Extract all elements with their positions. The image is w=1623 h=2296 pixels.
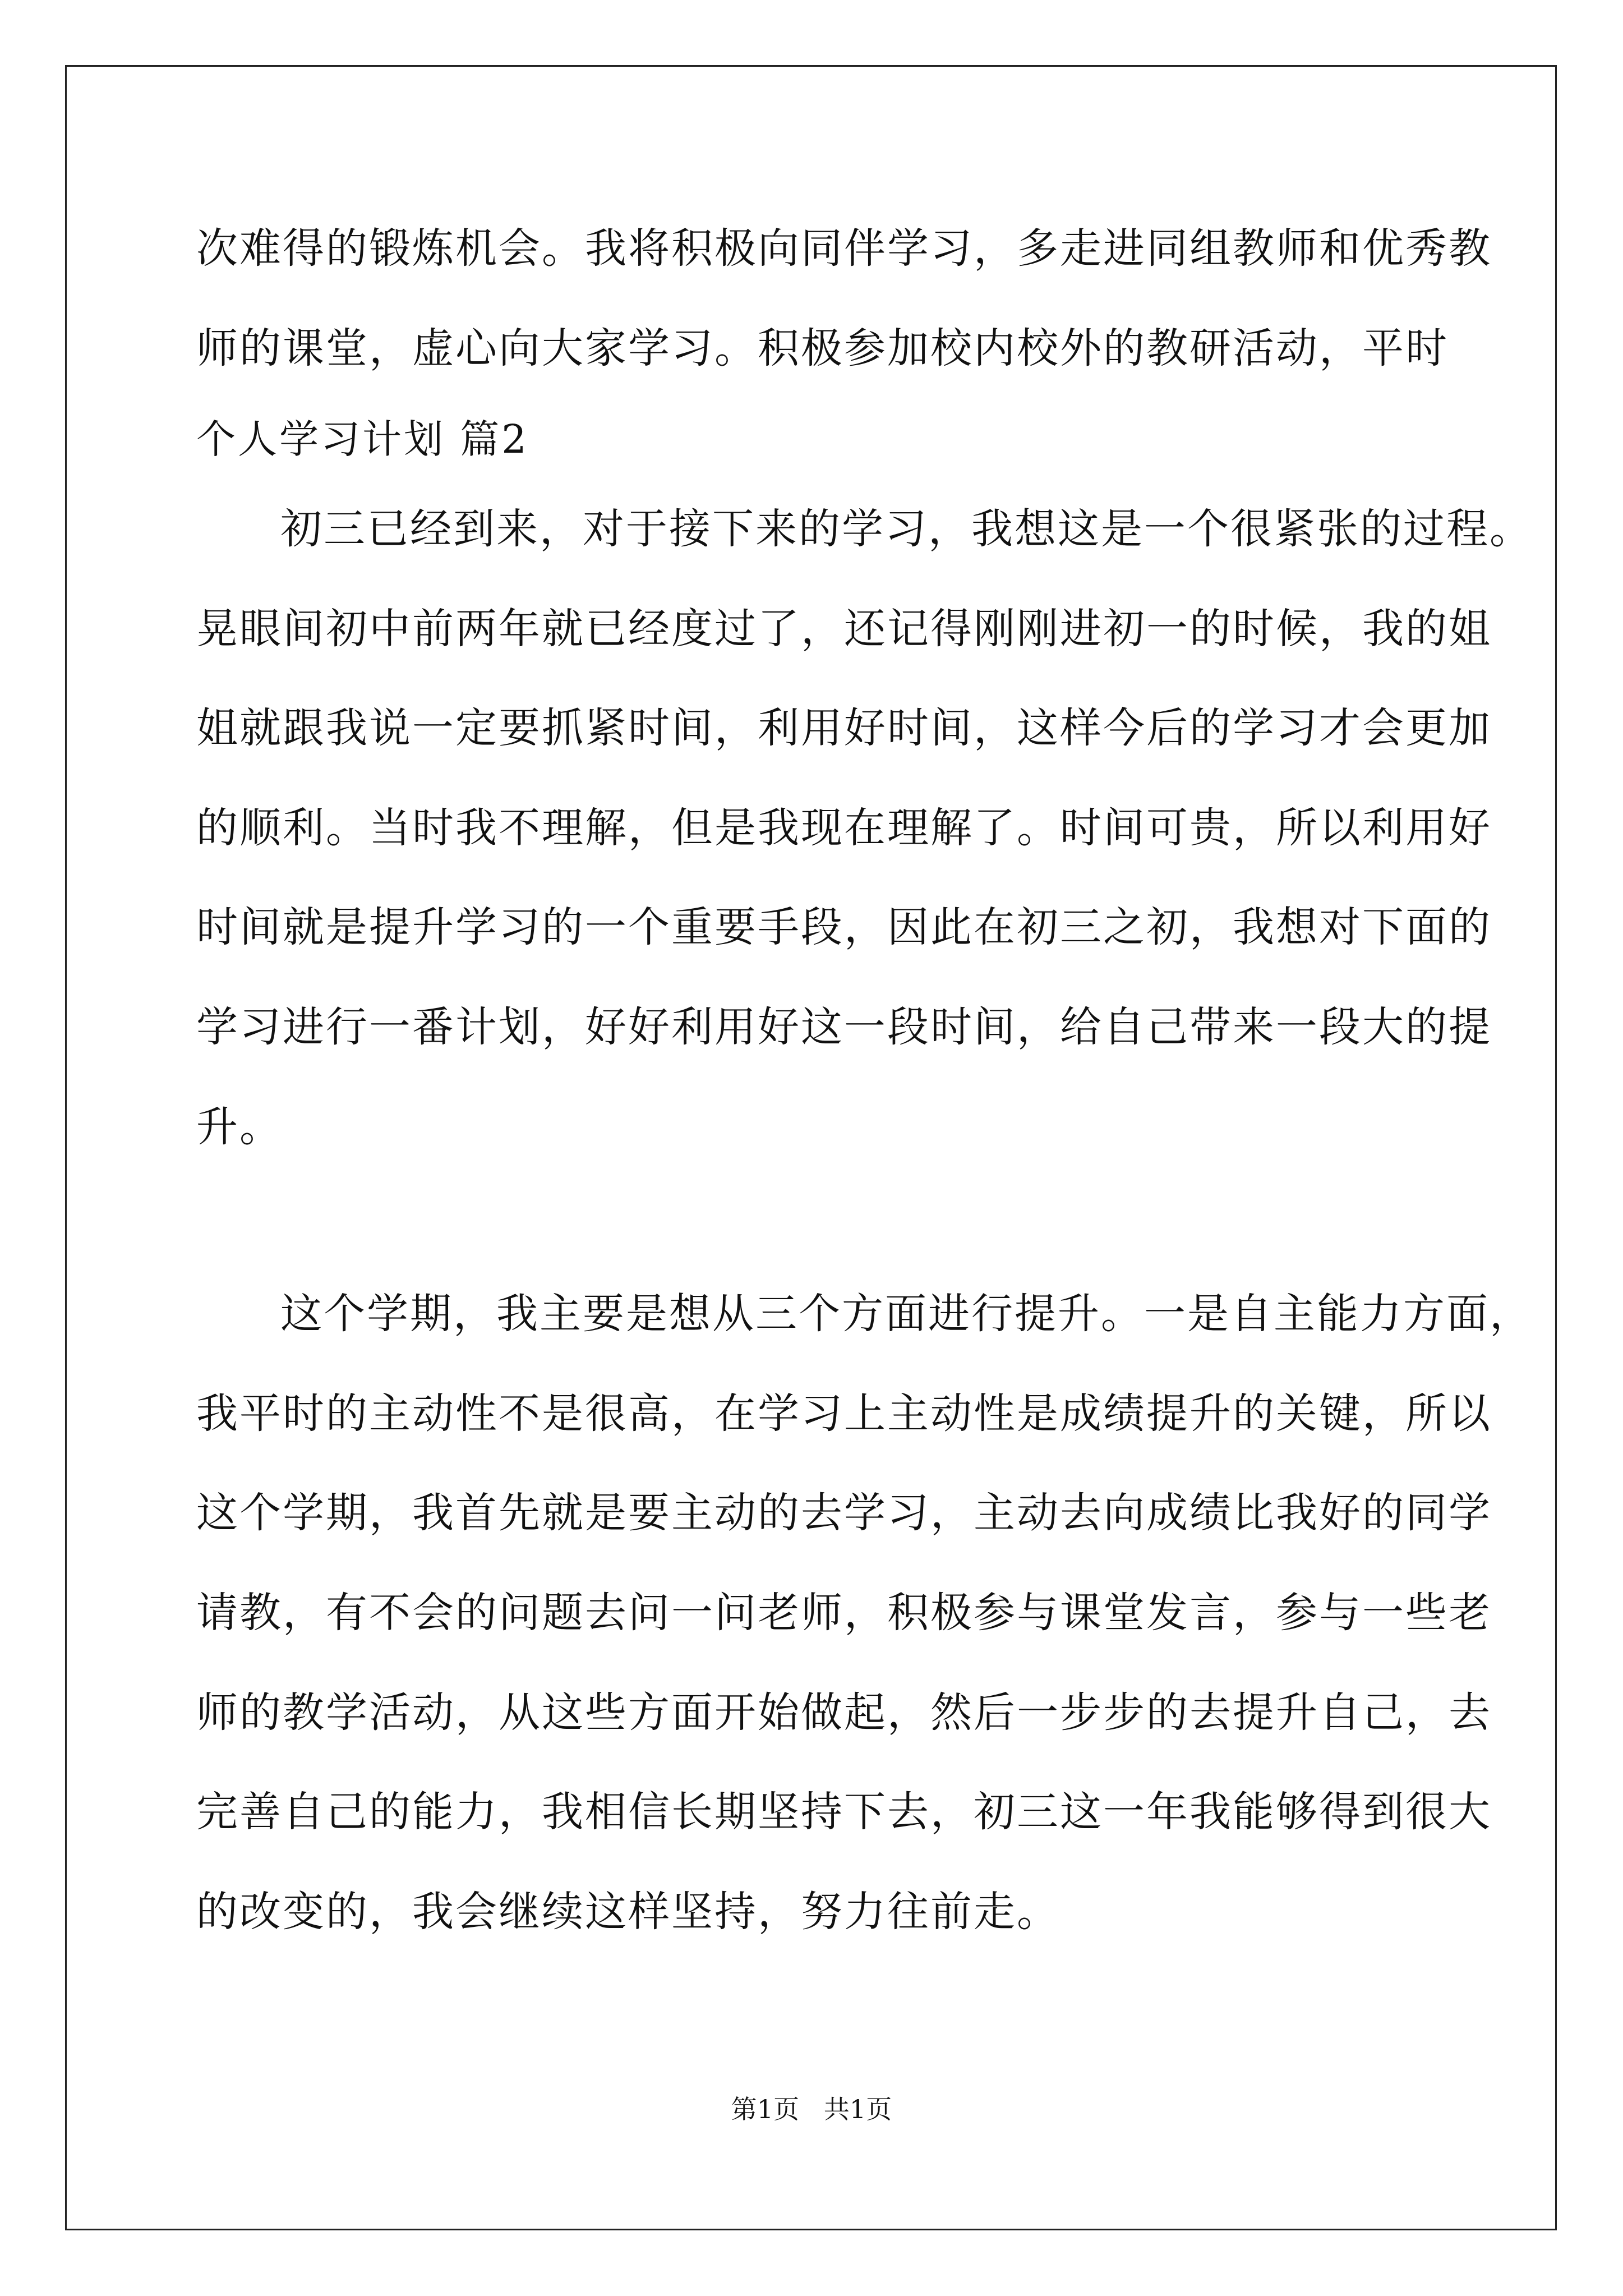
text-line: 的顺利。当时我不理解，但是我现在理解了。时间可贵，所以利用好 — [196, 804, 1492, 852]
text-line: 时间就是提升学习的一个重要手段，因此在初三之初，我想对下面的 — [196, 903, 1492, 951]
text-line: 晃眼间初中前两年就已经度过了，还记得刚刚进初一的时候，我的姐 — [196, 605, 1492, 653]
text-line: 我平时的主动性不是很高，在学习上主动性是成绩提升的关键，所以 — [196, 1389, 1492, 1438]
text-line: 师的教学活动，从这些方面开始做起，然后一步步的去提升自己，去 — [196, 1688, 1492, 1737]
text-line: 姐就跟我说一定要抓紧时间，利用好时间，这样今后的学习才会更加 — [196, 704, 1492, 752]
text-line: 升。 — [196, 1103, 283, 1151]
text-line: 请教，有不会的问题去问一问老师，积极参与课堂发言，参与一些老 — [196, 1589, 1492, 1637]
text-line: 次难得的锻炼机会。我将积极向同伴学习，多走进同组教师和优秀教 — [196, 224, 1492, 273]
text-line: 这个学期，我首先就是要主动的去学习，主动去向成绩比我好的同学 — [196, 1489, 1492, 1537]
text-line: 师的课堂，虚心向大家学习。积极参加校内校外的教研活动，平时 — [196, 324, 1449, 372]
text-line: 的改变的，我会继续这样坚持，努力往前走。 — [196, 1888, 1060, 1936]
page-footer: 第1页 共1页 — [731, 2094, 892, 2124]
text-line: 学习进行一番计划，好好利用好这一段时间，给自己带来一段大的提 — [196, 1003, 1492, 1051]
text-line: 初三已经到来，对于接下来的学习，我想这是一个很紧张的过程。 — [280, 505, 1533, 553]
text-line: 完善自己的能力，我相信长期坚持下去，初三这一年我能够得到很大 — [196, 1788, 1492, 1836]
section-heading: 个人学习计划 篇2 — [196, 416, 529, 462]
text-line: 这个学期，我主要是想从三个方面进行提升。一是自主能力方面， — [280, 1290, 1533, 1338]
